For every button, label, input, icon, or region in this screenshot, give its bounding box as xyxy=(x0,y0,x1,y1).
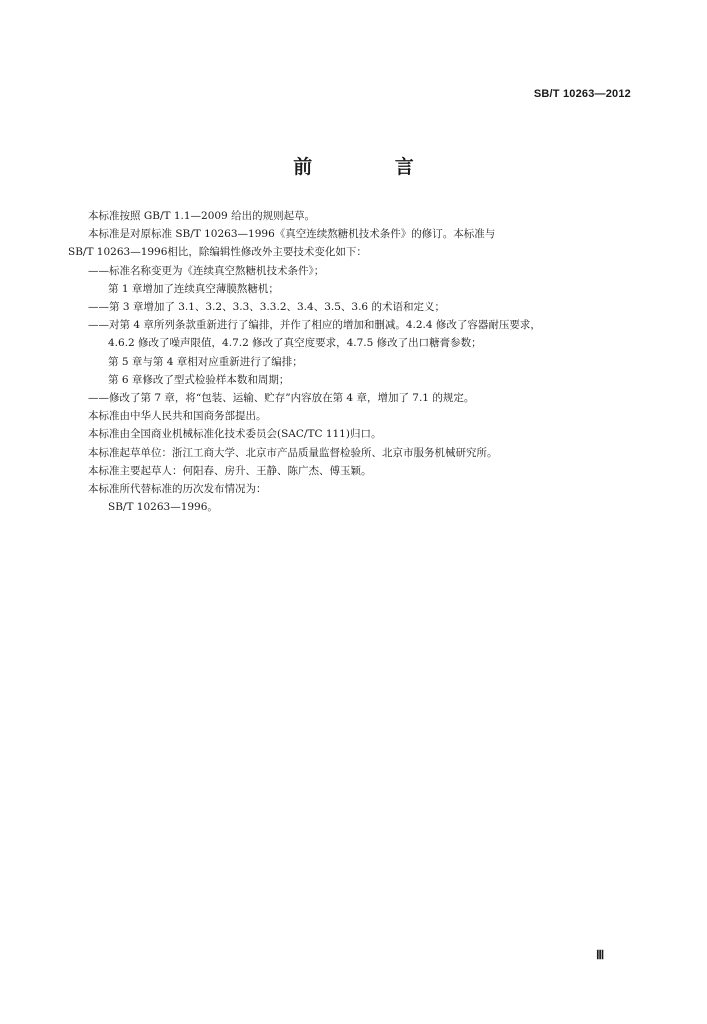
paragraph: 本标准由中华人民共和国商务部提出。 xyxy=(88,410,267,423)
page-number: Ⅲ xyxy=(596,948,605,962)
change-item: ——对第 4 章所列条款重新进行了编排，并作了相应的增加和删减。4.2.4 修改了容器耐压要求， xyxy=(88,319,541,332)
change-item: 第 1 章增加了连续真空薄膜熬糖机； xyxy=(108,282,279,295)
standard-code-header: SB/T 10263—2012 xyxy=(533,88,631,100)
paragraph: 本标准由全国商业机械标准化技术委员会(SAC/TC 111)归口。 xyxy=(88,428,382,441)
paragraph: SB/T 10263—1996相比，除编辑性修改外主要技术变化如下： xyxy=(68,246,367,259)
change-item: ——修改了第 7 章，将“包装、运输、贮存”内容放在第 4 章，增加了 7.1 的规定。 xyxy=(88,392,475,405)
change-item: ——标准名称变更为《连续真空熬糖机技术条件》； xyxy=(88,264,325,277)
page-title: 前 言 xyxy=(293,156,452,178)
paragraph: 本标准主要起草人：何阳春、房升、王静、陈广杰、傅玉颖。 xyxy=(88,464,372,477)
change-item: ——第 3 章增加了 3.1、3.2、3.3、3.3.2、3.4、3.5、3.6 的术语和定义； xyxy=(88,301,445,314)
change-item: 第 5 章与第 4 章相对应重新进行了编排； xyxy=(108,355,303,368)
paragraph: 本标准按照 GB/T 1.1—2009 给出的规则起草。 xyxy=(88,210,316,222)
paragraph: SB/T 10263—1996。 xyxy=(108,501,218,514)
paragraph: 本标准所代替标准的历次发布情况为： xyxy=(88,483,267,496)
paragraph: 本标准是对原标准 SB/T 10263—1996《真空连续熬糖机技术条件》的修订。本标准与 xyxy=(88,228,496,241)
paragraph: 本标准起草单位：浙江工商大学、北京市产品质量监督检验所、北京市服务机械研究所。 xyxy=(88,446,498,459)
change-item-continued: 4.6.2 修改了噪声限值，4.7.2 修改了真空度要求，4.7.5 修改了出口糖膏参数； xyxy=(108,337,482,350)
change-item: 第 6 章修改了型式检验样本数和周期； xyxy=(108,373,290,386)
foreword-body xyxy=(68,207,640,516)
